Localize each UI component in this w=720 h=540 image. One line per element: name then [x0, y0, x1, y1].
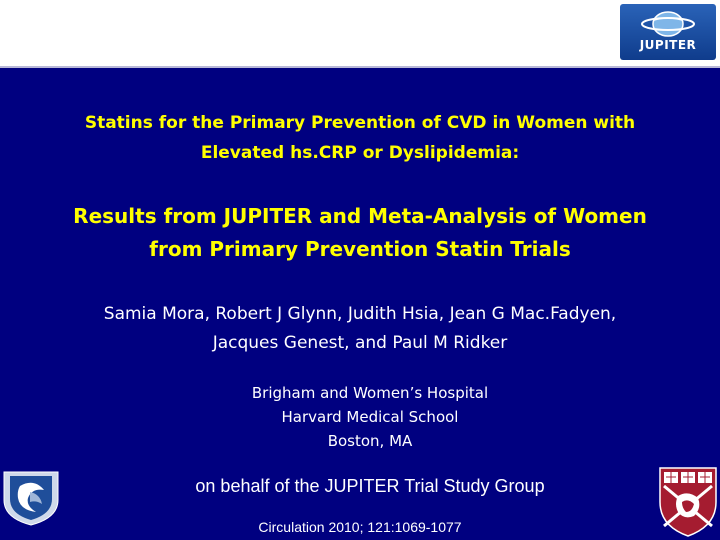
subtitle-line-1: Results from JUPITER and Meta-Analysis of Women	[73, 204, 647, 228]
jupiter-logo-text: JUPITER	[639, 38, 697, 52]
authors-line-1: Samia Mora, Robert J Glynn, Judith Hsia, Jean G Mac.Fadyen,	[103, 304, 617, 324]
authors-line-2: Jacques Genest, and Paul M Ridker	[212, 333, 508, 353]
study-group-credit: on behalf of the JUPITER Trial Study Group	[195, 476, 545, 496]
jupiter-logo	[620, 4, 716, 60]
citation: Circulation 2010; 121:1069-1077	[258, 519, 462, 535]
affiliation-school: Harvard Medical School	[281, 408, 459, 426]
brigham-shield-icon	[2, 470, 60, 526]
harvard-veritas-shield-icon	[658, 466, 718, 538]
page-title	[40, 108, 680, 168]
affiliation-city: Boston, MA	[327, 432, 413, 450]
affiliation-hospital: Brigham and Women’s Hospital	[251, 384, 489, 402]
title-line-1: Statins for the Primary Prevention of CVD in Women with	[84, 113, 636, 133]
subtitle-line-2: from Primary Prevention Statin Trials	[149, 237, 571, 261]
affiliations	[120, 381, 620, 453]
header-band	[0, 0, 720, 68]
page-subtitle	[20, 200, 700, 266]
author-list	[20, 300, 700, 358]
title-line-2: Elevated hs.CRP or Dyslipidemia:	[200, 143, 520, 163]
